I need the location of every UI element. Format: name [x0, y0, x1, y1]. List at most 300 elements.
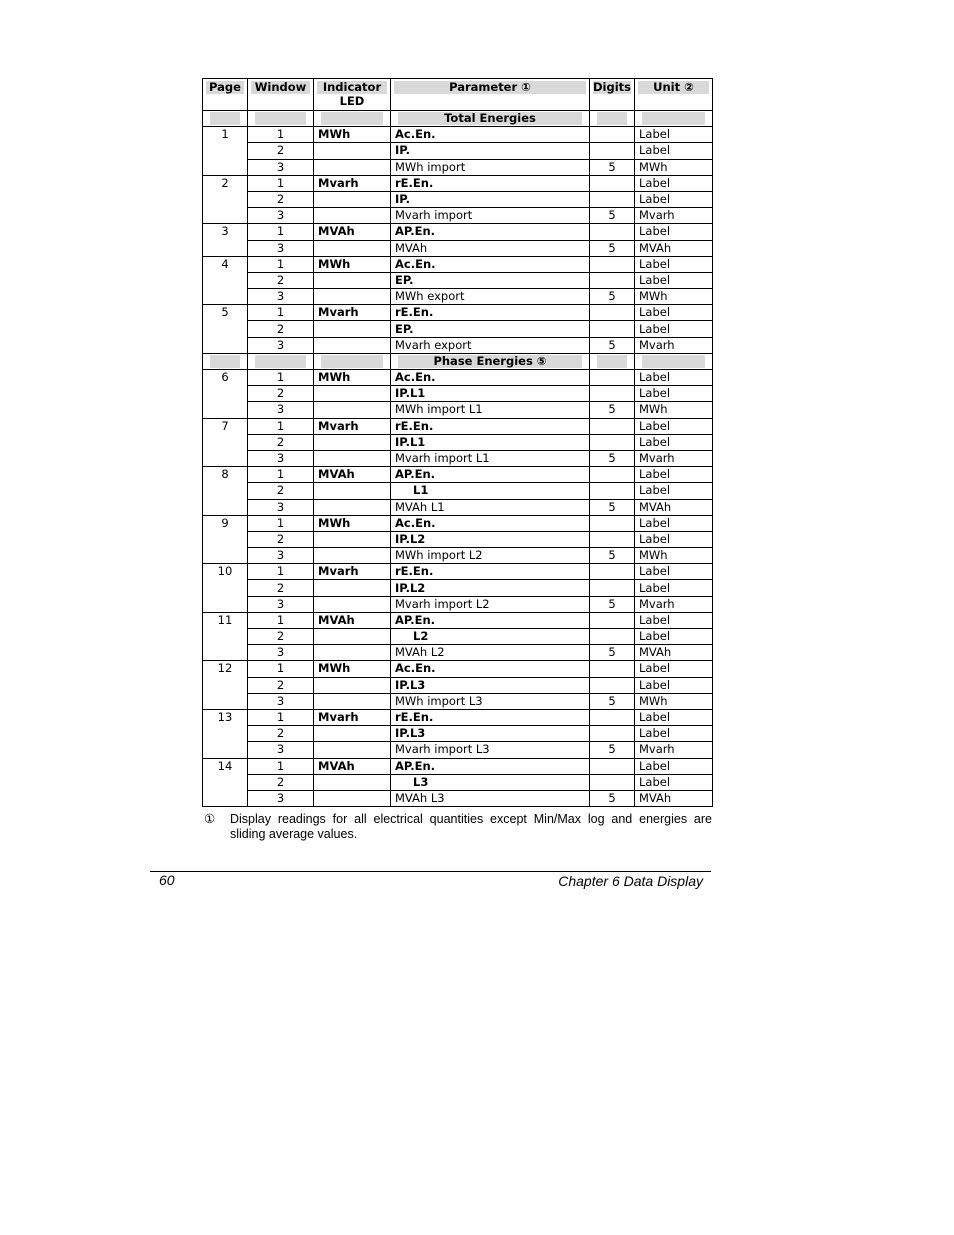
digits-cell: 5 [590, 499, 635, 515]
table-row [203, 467, 713, 483]
header-window: Window [248, 79, 314, 111]
indicator-led-cell: Mvarh [314, 175, 391, 191]
digits-cell: 5 [590, 548, 635, 564]
table-row [203, 240, 713, 256]
unit-cell: Label [635, 467, 713, 483]
digits-cell [590, 677, 635, 693]
window-cell: 2 [248, 629, 314, 645]
section-title-cell [391, 353, 590, 369]
footnote [204, 812, 712, 842]
indicator-led-cell [314, 629, 391, 645]
unit-cell: Label [635, 580, 713, 596]
section-title: Phase Energies ⑤ [398, 355, 582, 368]
window-cell: 1 [248, 758, 314, 774]
digits-cell [590, 661, 635, 677]
parameter-cell: L3 [391, 774, 590, 790]
window-cell: 3 [248, 450, 314, 466]
digits-cell [590, 418, 635, 434]
window-cell: 2 [248, 143, 314, 159]
parameter-cell: MVAh L2 [391, 645, 590, 661]
unit-cell: Label [635, 175, 713, 191]
window-cell: 1 [248, 612, 314, 628]
digits-cell: 5 [590, 693, 635, 709]
table-row [203, 272, 713, 288]
section-shade [642, 355, 705, 368]
page-number-cell: 3 [203, 224, 248, 256]
digits-cell: 5 [590, 402, 635, 418]
table-row [203, 774, 713, 790]
unit-cell: Label [635, 774, 713, 790]
window-cell: 3 [248, 742, 314, 758]
indicator-led-cell: Mvarh [314, 709, 391, 725]
parameter-cell: IP.L2 [391, 580, 590, 596]
indicator-led-cell: MVAh [314, 224, 391, 240]
window-cell: 3 [248, 499, 314, 515]
window-cell: 1 [248, 564, 314, 580]
indicator-led-cell: Mvarh [314, 418, 391, 434]
indicator-led-cell [314, 191, 391, 207]
table-row [203, 191, 713, 207]
parameter-cell: EP. [391, 321, 590, 337]
page-number-cell: 6 [203, 370, 248, 419]
window-cell: 2 [248, 272, 314, 288]
table-row [203, 677, 713, 693]
section-header-row [203, 111, 713, 127]
indicator-led-cell [314, 289, 391, 305]
table-row [203, 742, 713, 758]
unit-cell: Label [635, 386, 713, 402]
indicator-led-cell: MWh [314, 256, 391, 272]
indicator-led-cell [314, 693, 391, 709]
table-row [203, 483, 713, 499]
unit-cell: Label [635, 272, 713, 288]
parameter-cell: L2 [391, 629, 590, 645]
parameter-cell: L1 [391, 483, 590, 499]
unit-cell: Label [635, 191, 713, 207]
indicator-led-cell [314, 596, 391, 612]
parameter-cell: Mvarh export [391, 337, 590, 353]
table-row [203, 580, 713, 596]
digits-cell [590, 612, 635, 628]
unit-cell: Label [635, 709, 713, 725]
indicator-led-cell [314, 272, 391, 288]
window-cell: 3 [248, 645, 314, 661]
indicator-led-cell [314, 159, 391, 175]
unit-cell: MVAh [635, 645, 713, 661]
table-row [203, 386, 713, 402]
parameter-cell: IP. [391, 143, 590, 159]
window-cell: 3 [248, 289, 314, 305]
digits-cell [590, 256, 635, 272]
unit-cell: Mvarh [635, 208, 713, 224]
section-blank-cell [635, 111, 713, 127]
parameter-cell: MWh export [391, 289, 590, 305]
unit-cell: Mvarh [635, 337, 713, 353]
table-row [203, 596, 713, 612]
window-cell: 2 [248, 677, 314, 693]
table-row [203, 499, 713, 515]
parameter-cell: MVAh L3 [391, 790, 590, 806]
section-blank-cell [590, 111, 635, 127]
digits-cell [590, 758, 635, 774]
footer-chapter-title: Chapter 6 Data Display [558, 873, 703, 889]
section-blank-cell [314, 111, 391, 127]
window-cell: 3 [248, 402, 314, 418]
table-row [203, 337, 713, 353]
parameter-cell: rE.En. [391, 418, 590, 434]
unit-cell: Label [635, 370, 713, 386]
indicator-led-cell: Mvarh [314, 305, 391, 321]
table-row [203, 321, 713, 337]
indicator-led-cell [314, 321, 391, 337]
table-row [203, 709, 713, 725]
digits-cell: 5 [590, 289, 635, 305]
digits-cell [590, 580, 635, 596]
indicator-led-cell [314, 645, 391, 661]
unit-cell: Label [635, 515, 713, 531]
unit-cell: Label [635, 564, 713, 580]
indicator-led-cell [314, 726, 391, 742]
unit-cell: MWh [635, 159, 713, 175]
section-shade [597, 112, 627, 125]
window-cell: 1 [248, 305, 314, 321]
unit-cell: MWh [635, 402, 713, 418]
unit-cell: Label [635, 629, 713, 645]
unit-cell: Mvarh [635, 450, 713, 466]
indicator-led-cell [314, 450, 391, 466]
section-shade [642, 112, 705, 125]
table-row [203, 661, 713, 677]
window-cell: 2 [248, 580, 314, 596]
digits-cell: 5 [590, 240, 635, 256]
table-row [203, 256, 713, 272]
table-row [203, 143, 713, 159]
indicator-led-cell [314, 580, 391, 596]
section-blank-cell [635, 353, 713, 369]
window-cell: 1 [248, 224, 314, 240]
unit-cell: Label [635, 677, 713, 693]
window-cell: 1 [248, 661, 314, 677]
digits-cell [590, 224, 635, 240]
parameter-cell: MWh import L1 [391, 402, 590, 418]
parameter-cell: Mvarh import L1 [391, 450, 590, 466]
parameter-cell: IP.L3 [391, 726, 590, 742]
page-number-cell: 5 [203, 305, 248, 354]
section-blank-cell [248, 111, 314, 127]
header-indicator-led: Indicator LED [314, 79, 391, 111]
header-unit: Unit ② [635, 79, 713, 111]
section-shade [597, 355, 627, 368]
page-number-cell: 4 [203, 256, 248, 305]
parameter-cell: EP. [391, 272, 590, 288]
indicator-led-cell [314, 434, 391, 450]
section-shade [210, 112, 240, 125]
unit-cell: Label [635, 224, 713, 240]
indicator-led-cell [314, 774, 391, 790]
parameter-cell: rE.En. [391, 709, 590, 725]
window-cell: 2 [248, 531, 314, 547]
section-shade [255, 112, 306, 125]
indicator-led-cell [314, 143, 391, 159]
parameter-cell: IP.L1 [391, 434, 590, 450]
parameter-cell: Ac.En. [391, 370, 590, 386]
table-row [203, 434, 713, 450]
table-body [203, 111, 713, 807]
indicator-led-cell [314, 208, 391, 224]
table-row [203, 370, 713, 386]
window-cell: 1 [248, 370, 314, 386]
digits-cell [590, 272, 635, 288]
page-number-cell: 1 [203, 127, 248, 176]
section-blank-cell [203, 353, 248, 369]
digits-cell [590, 434, 635, 450]
unit-cell: Label [635, 256, 713, 272]
footnote-text: Display readings for all electrical quantities except Min/Max log and energies are sliding average values. [230, 812, 712, 841]
table-row [203, 612, 713, 628]
window-cell: 3 [248, 693, 314, 709]
window-cell: 1 [248, 127, 314, 143]
digits-cell [590, 370, 635, 386]
energy-display-table [202, 78, 713, 807]
digits-cell: 5 [590, 596, 635, 612]
indicator-led-cell: MVAh [314, 467, 391, 483]
parameter-cell: AP.En. [391, 758, 590, 774]
section-shade [321, 112, 383, 125]
unit-cell: Label [635, 612, 713, 628]
header-parameter: Parameter ① [391, 79, 590, 111]
page-number-cell: 8 [203, 467, 248, 516]
parameter-cell: IP.L1 [391, 386, 590, 402]
digits-cell [590, 175, 635, 191]
parameter-cell: Mvarh import L2 [391, 596, 590, 612]
table-row [203, 305, 713, 321]
table-row [203, 289, 713, 305]
window-cell: 2 [248, 191, 314, 207]
table-header-row [203, 79, 713, 111]
parameter-cell: rE.En. [391, 564, 590, 580]
table-row [203, 127, 713, 143]
section-blank-cell [248, 353, 314, 369]
digits-cell [590, 191, 635, 207]
section-header-row [203, 353, 713, 369]
digits-cell: 5 [590, 159, 635, 175]
indicator-led-cell: MWh [314, 661, 391, 677]
window-cell: 3 [248, 240, 314, 256]
window-cell: 1 [248, 418, 314, 434]
unit-cell: Label [635, 321, 713, 337]
table-row [203, 790, 713, 806]
parameter-cell: rE.En. [391, 175, 590, 191]
parameter-cell: Mvarh import [391, 208, 590, 224]
digits-cell [590, 774, 635, 790]
unit-cell: Label [635, 726, 713, 742]
table-row [203, 531, 713, 547]
unit-cell: Label [635, 531, 713, 547]
table-row [203, 208, 713, 224]
window-cell: 2 [248, 726, 314, 742]
page-number-cell: 13 [203, 709, 248, 758]
digits-cell [590, 726, 635, 742]
unit-cell: Label [635, 483, 713, 499]
table-row [203, 418, 713, 434]
indicator-led-cell [314, 677, 391, 693]
indicator-led-cell [314, 531, 391, 547]
parameter-cell: Ac.En. [391, 515, 590, 531]
page-number-cell: 9 [203, 515, 248, 564]
footer-divider [150, 871, 711, 872]
unit-cell: Mvarh [635, 596, 713, 612]
window-cell: 2 [248, 434, 314, 450]
page-number-cell: 2 [203, 175, 248, 224]
window-cell: 1 [248, 709, 314, 725]
indicator-led-cell [314, 386, 391, 402]
digits-cell [590, 386, 635, 402]
header-digits: Digits [590, 79, 635, 111]
unit-cell: Label [635, 305, 713, 321]
window-cell: 3 [248, 159, 314, 175]
indicator-led-cell: Mvarh [314, 564, 391, 580]
unit-cell: Label [635, 661, 713, 677]
digits-cell [590, 127, 635, 143]
indicator-led-cell [314, 402, 391, 418]
footer-page-number: 60 [159, 872, 175, 888]
indicator-led-cell: MVAh [314, 758, 391, 774]
unit-cell: MWh [635, 548, 713, 564]
window-cell: 3 [248, 208, 314, 224]
window-cell: 2 [248, 386, 314, 402]
section-title-cell [391, 111, 590, 127]
digits-cell [590, 483, 635, 499]
parameter-cell: MWh import L2 [391, 548, 590, 564]
footnote-mark: ① [204, 812, 216, 826]
section-shade [210, 355, 240, 368]
digits-cell: 5 [590, 790, 635, 806]
table-row [203, 450, 713, 466]
parameter-cell: IP. [391, 191, 590, 207]
indicator-led-cell [314, 742, 391, 758]
digits-cell [590, 467, 635, 483]
table-row [203, 758, 713, 774]
unit-cell: MVAh [635, 790, 713, 806]
indicator-led-cell: MWh [314, 370, 391, 386]
digits-cell: 5 [590, 450, 635, 466]
table-row [203, 159, 713, 175]
page-number-cell: 14 [203, 758, 248, 807]
header-page: Page [203, 79, 248, 111]
parameter-cell: Ac.En. [391, 127, 590, 143]
parameter-cell: MVAh [391, 240, 590, 256]
digits-cell [590, 515, 635, 531]
unit-cell: MWh [635, 289, 713, 305]
window-cell: 2 [248, 774, 314, 790]
parameter-cell: MWh import L3 [391, 693, 590, 709]
unit-cell: MVAh [635, 240, 713, 256]
section-shade [321, 355, 383, 368]
unit-cell: Label [635, 418, 713, 434]
indicator-led-cell [314, 790, 391, 806]
window-cell: 3 [248, 790, 314, 806]
indicator-led-cell: MVAh [314, 612, 391, 628]
window-cell: 3 [248, 337, 314, 353]
unit-cell: Label [635, 143, 713, 159]
table-row [203, 564, 713, 580]
window-cell: 1 [248, 515, 314, 531]
parameter-cell: Ac.En. [391, 661, 590, 677]
unit-cell: MVAh [635, 499, 713, 515]
indicator-led-cell [314, 240, 391, 256]
parameter-cell: Mvarh import L3 [391, 742, 590, 758]
parameter-cell: AP.En. [391, 612, 590, 628]
table-row [203, 726, 713, 742]
parameter-cell: AP.En. [391, 224, 590, 240]
indicator-led-cell: MWh [314, 515, 391, 531]
parameter-cell: MVAh L1 [391, 499, 590, 515]
parameter-cell: IP.L2 [391, 531, 590, 547]
table-row [203, 175, 713, 191]
digits-cell: 5 [590, 337, 635, 353]
table-row [203, 402, 713, 418]
parameter-cell: IP.L3 [391, 677, 590, 693]
window-cell: 1 [248, 175, 314, 191]
window-cell: 3 [248, 548, 314, 564]
digits-cell [590, 709, 635, 725]
window-cell: 2 [248, 483, 314, 499]
unit-cell: Label [635, 434, 713, 450]
section-blank-cell [203, 111, 248, 127]
page-number-cell: 7 [203, 418, 248, 467]
page-number-cell: 12 [203, 661, 248, 710]
window-cell: 1 [248, 467, 314, 483]
digits-cell [590, 564, 635, 580]
table-row [203, 224, 713, 240]
parameter-cell: Ac.En. [391, 256, 590, 272]
digits-cell [590, 321, 635, 337]
unit-cell: MWh [635, 693, 713, 709]
table-row [203, 548, 713, 564]
section-shade [255, 355, 306, 368]
digits-cell [590, 629, 635, 645]
unit-cell: Mvarh [635, 742, 713, 758]
parameter-cell: rE.En. [391, 305, 590, 321]
indicator-led-cell [314, 337, 391, 353]
indicator-led-cell: MWh [314, 127, 391, 143]
section-blank-cell [314, 353, 391, 369]
digits-cell [590, 305, 635, 321]
table-row [203, 693, 713, 709]
unit-cell: Label [635, 127, 713, 143]
digits-cell: 5 [590, 208, 635, 224]
digits-cell: 5 [590, 742, 635, 758]
section-title: Total Energies [398, 112, 582, 125]
digits-cell [590, 531, 635, 547]
window-cell: 3 [248, 596, 314, 612]
table-row [203, 629, 713, 645]
parameter-cell: MWh import [391, 159, 590, 175]
digits-cell: 5 [590, 645, 635, 661]
parameter-cell: AP.En. [391, 467, 590, 483]
table-row [203, 515, 713, 531]
digits-cell [590, 143, 635, 159]
page-number-cell: 10 [203, 564, 248, 613]
window-cell: 1 [248, 256, 314, 272]
page-number-cell: 11 [203, 612, 248, 661]
indicator-led-cell [314, 548, 391, 564]
unit-cell: Label [635, 758, 713, 774]
window-cell: 2 [248, 321, 314, 337]
section-blank-cell [590, 353, 635, 369]
indicator-led-cell [314, 483, 391, 499]
indicator-led-cell [314, 499, 391, 515]
